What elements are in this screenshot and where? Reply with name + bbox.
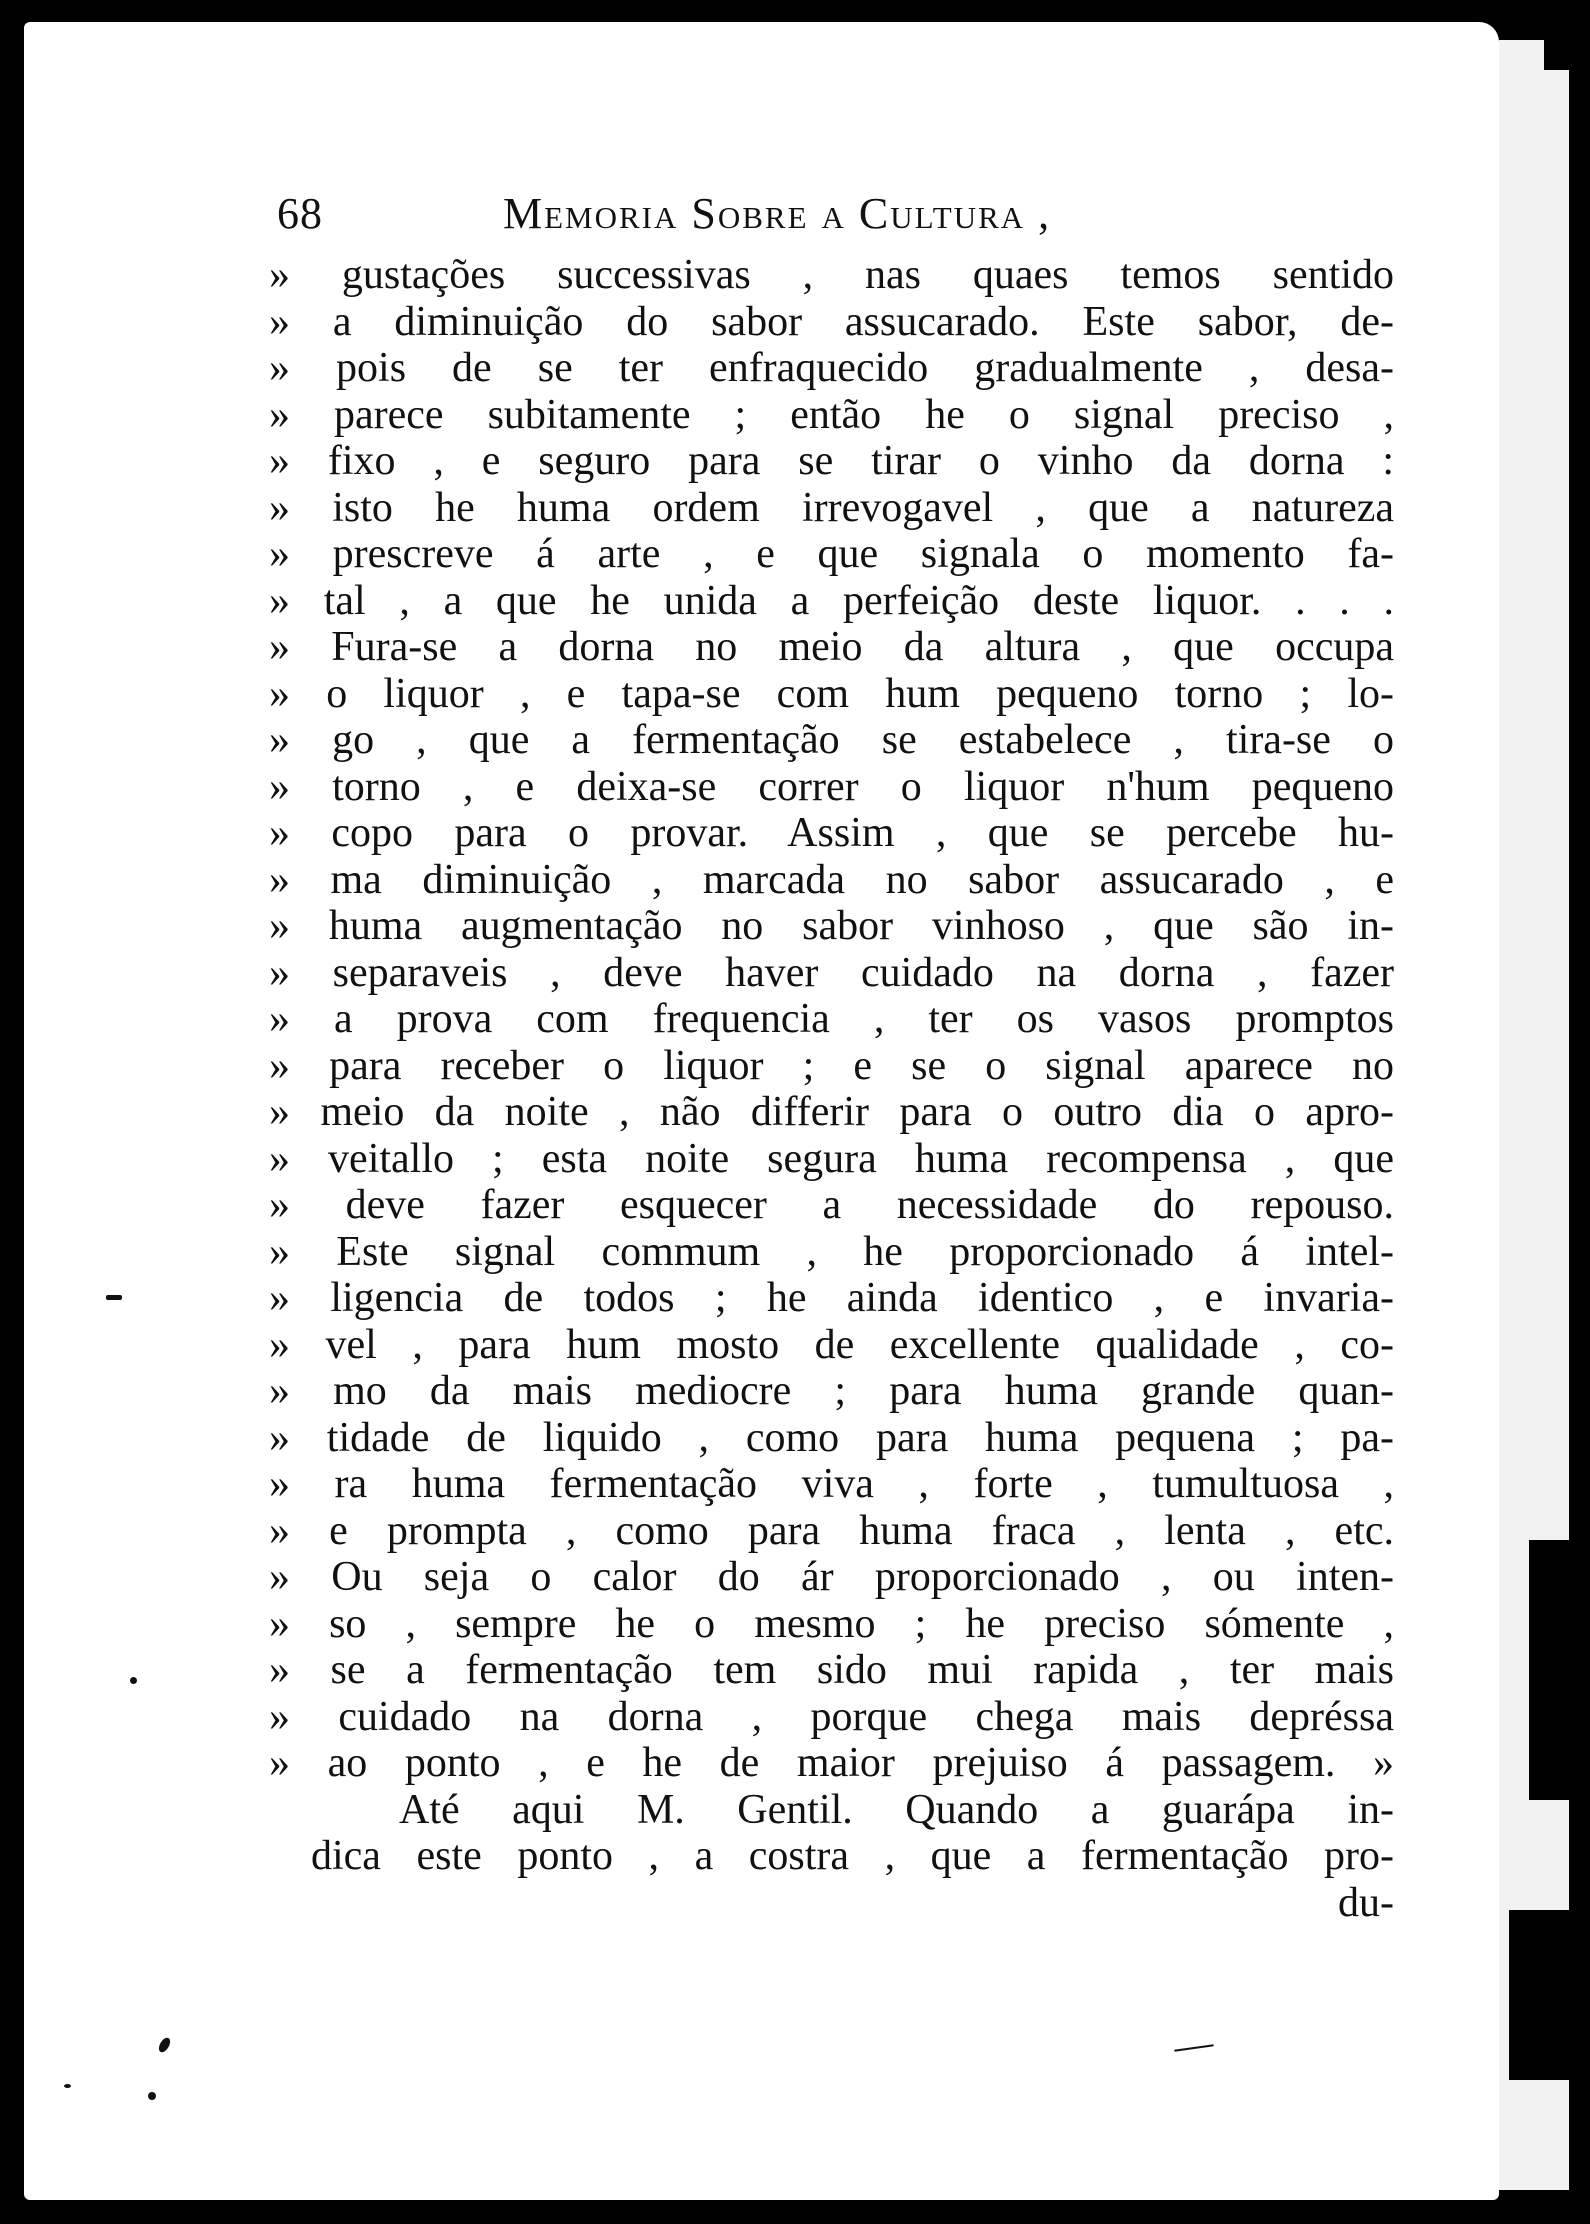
text-line: » cuidado na dorna , porque chega mais depréssa xyxy=(269,1693,1394,1740)
text-line: » veitallo ; esta noite segura huma recompensa , que xyxy=(269,1135,1394,1182)
text-line: » a prova com frequencia , ter os vasos promptos xyxy=(269,996,1394,1042)
ink-speck xyxy=(157,2036,173,2054)
text-line: » o liquor , e tapa-se com hum pequeno torno ; lo- xyxy=(269,670,1394,717)
text-line: » meio da noite , não differir para o outro dia o apro- xyxy=(269,1089,1394,1135)
text-line: » ligencia de todos ; he ainda identico , e invaria- xyxy=(269,1275,1394,1321)
facing-page-edge xyxy=(1499,40,1569,2190)
text-line: » gustações successivas , nas quaes temos sentido xyxy=(269,252,1394,298)
ink-speck xyxy=(106,1295,122,1300)
ink-speck xyxy=(148,2092,156,2100)
text-line: » ra huma fermentação viva , forte , tumultuosa , xyxy=(269,1461,1394,1507)
book-page xyxy=(24,22,1499,2200)
text-line: » separaveis , deve haver cuidado na dorna , fazer xyxy=(269,949,1394,996)
text-line: » Este signal commum , he proporcionado á intel- xyxy=(269,1228,1394,1275)
ink-speck xyxy=(1174,2044,1214,2052)
text-line: » fixo , e seguro para se tirar o vinho da dorna : xyxy=(269,438,1394,484)
page-number: 68 xyxy=(277,189,323,238)
text-line: » copo para o provar. Assim , que se percebe hu- xyxy=(269,810,1394,856)
text-line: » pois de se ter enfraquecido gradualmente , desa- xyxy=(269,345,1394,391)
text-line: » Ou seja o calor do ár proporcionado , ou inten- xyxy=(269,1554,1394,1600)
ink-speck xyxy=(130,1677,137,1684)
text-line: » se a fermentação tem sido mui rapida , ter mais xyxy=(269,1647,1394,1693)
text-line: » huma augmentação no sabor vinhoso , que são in- xyxy=(269,903,1394,949)
text-line: » parece subitamente ; então he o signal preciso , xyxy=(269,391,1394,438)
text-line: » isto he huma ordem irrevogavel , que a natureza xyxy=(269,484,1394,531)
text-line: » prescreve á arte , e que signala o momento fa- xyxy=(269,531,1394,577)
text-line: » tidade de liquido , como para huma pequena ; pa- xyxy=(269,1414,1394,1461)
ink-speck xyxy=(64,2084,71,2088)
text-line: » so , sempre he o mesmo ; he preciso sómente , xyxy=(269,1600,1394,1647)
running-head xyxy=(277,188,1277,248)
text-line: » torno , e deixa-se correr o liquor n'hum pequeno xyxy=(269,763,1394,810)
text-line: » mo da mais mediocre ; para huma grande quan- xyxy=(269,1368,1394,1414)
text-line: » ma diminuição , marcada no sabor assucarado , e xyxy=(269,856,1394,903)
text-line: » go , que a fermentação se estabelece , tira-se o xyxy=(269,717,1394,763)
body-text xyxy=(269,252,1394,1926)
running-title: Memoria Sobre a Cultura , xyxy=(503,189,1052,238)
text-line: » tal , a que he unida a perfeição deste liquor. . . . xyxy=(269,577,1394,624)
text-line: » ao ponto , e he de maior prejuiso á passagem. » xyxy=(269,1740,1394,1786)
text-line: » para receber o liquor ; e se o signal aparece no xyxy=(269,1042,1394,1089)
text-line: » e prompta , como para huma fraca , lenta , etc. xyxy=(269,1507,1394,1554)
text-line: » a diminuição do sabor assucarado. Este sabor, de- xyxy=(269,298,1394,345)
text-line: » deve fazer esquecer a necessidade do repouso. xyxy=(269,1182,1394,1228)
text-line: » vel , para hum mosto de excellente qualidade , co- xyxy=(269,1321,1394,1368)
text-line: » Fura-se a dorna no meio da altura , que occupa xyxy=(269,624,1394,670)
text-line: dica este ponto , a costra , que a fermentação pro- xyxy=(311,1833,1394,1879)
text-line: du- xyxy=(1338,1879,1394,1926)
text-line: Até aqui M. Gentil. Quando a guarápa in- xyxy=(399,1786,1394,1833)
